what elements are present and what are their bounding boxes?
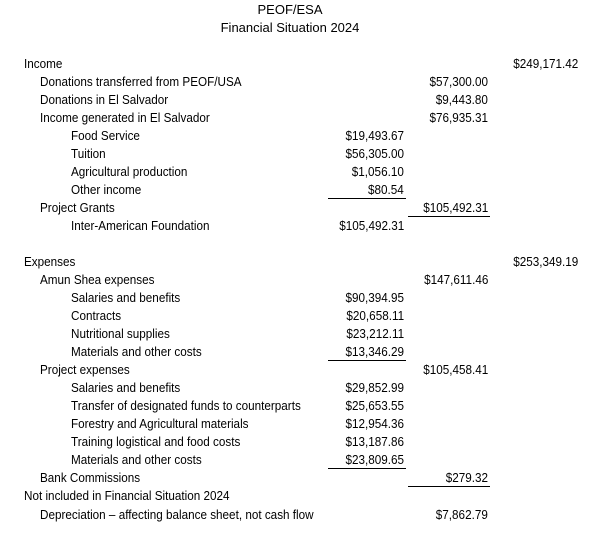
income-label: Income [24,56,63,71]
line-item-amount: $105,492.31 [338,218,404,233]
report-title: Financial Situation 2024 [220,20,360,35]
project-grants-amount: $105,492.31 [422,200,488,215]
line-item-label: Contracts [71,308,122,323]
line-item-label: Food Service [71,128,140,143]
line-item-label: Nutritional supplies [71,326,170,341]
line-item-label: Materials and other costs [71,344,202,359]
line-item-label: Forestry and Agricultural materials [71,416,249,431]
line-item-amount: $23,809.65 [345,452,404,467]
project-grants-label: Project Grants [40,200,115,215]
income-generated-amount: $76,935.31 [429,110,488,125]
subtotal-rule [328,468,406,469]
line-item-amount: $12,954.36 [345,416,404,431]
expenses-total: $253,349.19 [512,254,578,269]
not-included-label: Not included in Financial Situation 2024 [24,488,230,503]
project-expenses-label: Project expenses [40,362,130,377]
line-item-amount: $19,493.67 [345,128,404,143]
subtotal-rule [408,486,490,487]
project-expenses-amount: $105,458.41 [422,362,488,377]
line-item-amount: $80.54 [368,182,404,197]
line-item-label: Tuition [71,146,106,161]
line-item-amount: $13,187.86 [345,434,404,449]
expenses-label: Expenses [24,254,76,269]
line-item-label: Materials and other costs [71,452,202,467]
subtotal-rule [328,360,406,361]
line-item-amount: $13,346.29 [345,344,404,359]
line-item-amount: $25,653.55 [345,398,404,413]
line-item-amount: $1,056.10 [351,164,404,179]
line-item-amount: $23,212.11 [346,326,404,341]
donations-usa-label: Donations transferred from PEOF/USA [40,74,242,89]
depreciation-label: Depreciation – affecting balance sheet, not cash flow [40,507,314,522]
line-item-label: Training logistical and food costs [71,434,241,449]
donations-es-label: Donations in El Salvador [40,92,169,107]
income-total: $249,171.42 [512,56,578,71]
line-item-label: Other income [71,182,142,197]
org-name: PEOF/ESA [257,2,323,17]
donations-es-amount: $9,443.80 [435,92,488,107]
line-item-amount: $56,305.00 [345,146,404,161]
line-item-label: Agricultural production [71,164,188,179]
line-item-label: Inter-American Foundation [71,218,210,233]
depreciation-amount: $7,862.79 [435,507,488,522]
donations-usa-amount: $57,300.00 [429,74,488,89]
line-item-amount: $29,852.99 [345,380,404,395]
line-item-amount: $20,658.11 [346,308,404,323]
line-item-label: Transfer of designated funds to counterparts [71,398,301,413]
amun-shea-amount: $147,611.46 [423,272,488,287]
income-generated-label: Income generated in El Salvador [40,110,210,125]
line-item-amount: $90,394.95 [345,290,404,305]
bank-commissions-amount: $279.32 [445,470,488,485]
bank-commissions-label: Bank Commissions [40,470,141,485]
subtotal-rule [328,198,406,199]
line-item-label: Salaries and benefits [71,290,181,305]
line-item-label: Salaries and benefits [71,380,181,395]
amun-shea-label: Amun Shea expenses [40,272,155,287]
subtotal-rule [408,216,490,217]
